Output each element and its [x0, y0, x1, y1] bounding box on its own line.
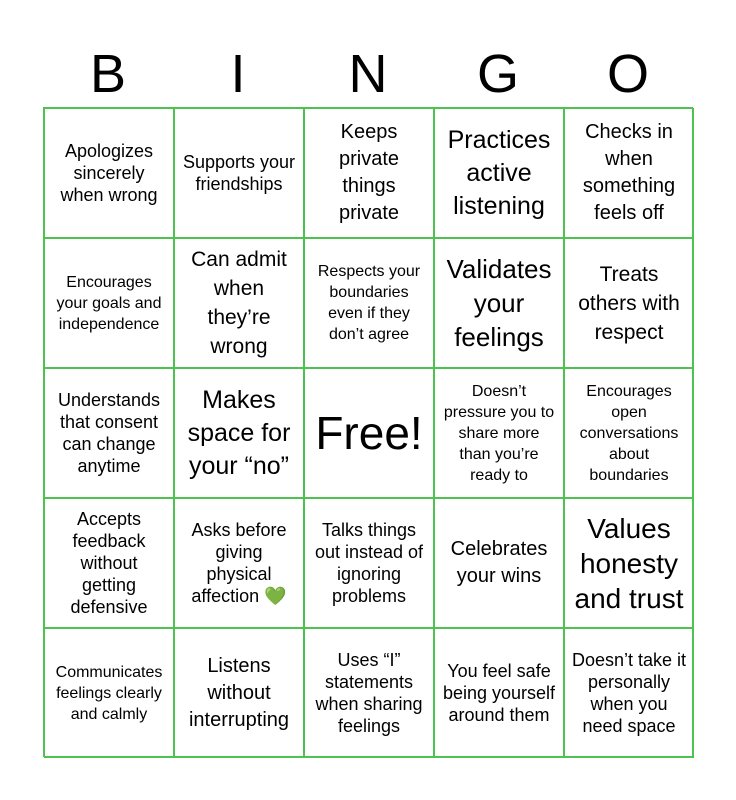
cell-text: Values honesty and trust — [574, 512, 684, 614]
bingo-cell[interactable] — [174, 108, 304, 238]
cell-text: Encourages open conversations about boundaries — [579, 382, 679, 484]
bingo-cell[interactable] — [174, 238, 304, 368]
bingo-cell[interactable] — [44, 498, 174, 628]
free-space-label: Free! — [315, 407, 423, 459]
bingo-cell[interactable] — [434, 498, 564, 628]
cell-text: Communicates feelings clearly and calmly — [55, 663, 163, 723]
bingo-cell[interactable] — [564, 368, 694, 498]
cell-text: Listens without interrupting — [188, 654, 290, 731]
bingo-cell[interactable] — [434, 238, 564, 368]
cell-text: Can admit when they’re wrong — [191, 248, 287, 358]
header-letter-o: O — [606, 44, 649, 104]
bingo-cell[interactable] — [44, 238, 174, 368]
bingo-cell[interactable] — [174, 628, 304, 758]
header-letter-b: B — [89, 44, 127, 104]
bingo-cell[interactable] — [434, 368, 564, 498]
bingo-cell[interactable] — [304, 498, 434, 628]
header-letter-n: N — [348, 44, 388, 104]
bingo-cell[interactable] — [44, 368, 174, 498]
cell-text: You feel safe being yourself around them — [442, 661, 556, 725]
bingo-cell[interactable] — [304, 628, 434, 758]
bingo-cell[interactable] — [304, 108, 434, 238]
bingo-cell[interactable] — [564, 108, 694, 238]
bingo-cell[interactable] — [564, 238, 694, 368]
bingo-cell[interactable] — [564, 628, 694, 758]
cell-text: Validates your feelings — [446, 254, 552, 352]
bingo-cell[interactable] — [44, 108, 174, 238]
bingo-cell[interactable] — [174, 368, 304, 498]
bingo-cell[interactable] — [44, 628, 174, 758]
header-letter-i: I — [230, 44, 246, 104]
cell-text: Checks in when something feels off — [582, 121, 676, 224]
cell-text: Makes space for your “no” — [187, 385, 291, 480]
bingo-grid — [43, 107, 693, 757]
bingo-cell[interactable] — [434, 628, 564, 758]
cell-text: Doesn’t pressure you to share more than you’re ready to — [443, 382, 555, 484]
bingo-header — [43, 40, 693, 108]
cell-text: Understands that consent can change anytime — [57, 390, 161, 476]
bingo-cell[interactable] — [564, 498, 694, 628]
free-space-cell[interactable] — [304, 368, 434, 498]
cell-text: Uses “I” statements when sharing feelings — [315, 650, 423, 736]
cell-text: Asks before giving physical affection 💚 — [191, 520, 287, 606]
cell-text: Treats others with respect — [578, 262, 680, 344]
cell-text: Apologizes sincerely when wrong — [60, 141, 158, 205]
bingo-cell[interactable] — [434, 108, 564, 238]
cell-text: Keeps private things private — [338, 121, 400, 224]
cell-text: Talks things out instead of ignoring problems — [314, 520, 424, 606]
cell-text: Doesn’t take it personally when you need space — [571, 650, 687, 736]
cell-text: Practices active listening — [447, 125, 551, 220]
cell-text: Supports your friendships — [182, 152, 296, 194]
bingo-cell[interactable] — [174, 498, 304, 628]
header-letter-g: G — [476, 44, 519, 104]
cell-text: Encourages your goals and independence — [56, 273, 162, 333]
cell-text: Celebrates your wins — [450, 538, 548, 587]
bingo-cell[interactable] — [304, 238, 434, 368]
cell-text: Accepts feedback without getting defensive — [70, 509, 148, 617]
cell-text: Respects your boundaries even if they don’t agree — [317, 263, 421, 343]
